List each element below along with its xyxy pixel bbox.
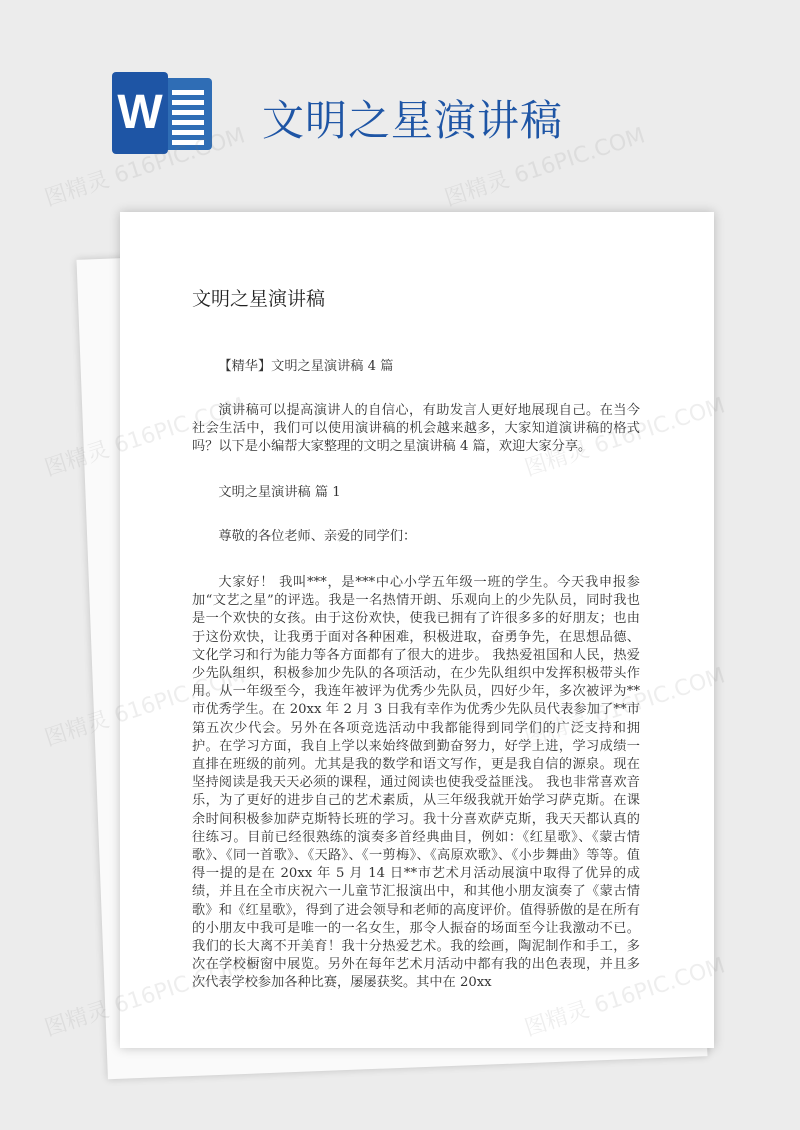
word-w-icon: W	[112, 72, 168, 154]
body-paragraph: 大家好！ 我叫***，是***中心小学五年级一班的学生。今天我申报参加“文艺之星”的评选。我是一名热情开朗、乐观向上的少先队员，同时我也是一个欢快的女孩。由于这份欢快，使我已拥有了许很多多的好朋友；也由于这份欢快，让我勇于面对各种困难，积极进取，奋勇争先，在思想品德、文化学习和行为能力等各方面都有了很大的进步。 我热爱祖国和人民，热爱少先队组织，积极参加少先队的各项活动，在少先队组织中发挥积极带头作用。从一年级至今，我连年被评为优秀少先队员，四好少年，多次被评为**市优秀学生。在 20xx 年 2 月 3 日我有幸作为优秀少先队员代表参加了**市第五次少代会。另外在各项竞选活动中我都能得到同学们的广泛支持和拥护。在学习方面，我自上学以来始终做到勤奋努力，好学上进，学习成绩一直排在班级的前列。尤其是我的数学和语文写作，更是我自信的源泉。现在坚持阅读是我天天必须的课程，通过阅读也使我受益匪浅。 我也非常喜欢音乐，为了更好的进步自己的艺术素质，从三年级我就开始学习萨克斯。在课余时间积极参加萨克斯特长班的学习。我十分喜欢萨克斯，我天天都认真的往练习。目前已经很熟练的演奏多首经典曲目，例如：《红星歌》、《蒙古情歌》、《同一首歌》、《天路》、《一剪梅》、《高原欢歌》、《小步舞曲》等等。值得一提的是在 20xx 年 5 月 14 日**市艺术月活动展演中取得了优异的成绩，并且在全市庆祝六一儿童节汇报演出中，和其他小朋友演奏了《蒙古情歌》和《红星歌》，得到了进会领导和老师的高度评价。值得骄傲的是在所有的小朋友中我可是唯一的一名女生，那令人振奋的场面至今让我激动不已。我们的长大离不开美育！我十分热爱艺术。我的绘画，陶泥制作和手工，多次在学校橱窗中展览。另外在每年艺术月活动中都有我的出色表现，并且多次代表学校参加各种比赛，屡屡获奖。其中在 20xx	[192, 575, 640, 991]
word-logo	[112, 72, 212, 154]
banner-title: 文明之星演讲稿	[262, 96, 564, 145]
document-title: 文明之星演讲稿	[192, 288, 326, 310]
section-heading: 文明之星演讲稿 篇 1	[218, 485, 341, 500]
watermark: 图精灵	[41, 707, 113, 752]
watermark: 图精灵 616PIC.COM	[441, 123, 649, 212]
watermark: 图精灵	[41, 997, 113, 1042]
intro-paragraph: 演讲稿可以提高演讲人的自信心，有助发言人更好地展现自己。在当今社会生活中，我们可以使用演讲稿的机会越来越多，大家知道演讲稿的格式吗？以下是小编帮大家整理的文明之星演讲稿 4 篇，欢迎大家分享。	[192, 403, 640, 455]
greeting-line: 尊敬的各位老师、亲爱的同学们：	[218, 529, 417, 544]
watermark: 图精灵	[41, 437, 113, 482]
document-page	[120, 212, 714, 1048]
document-subtitle: 【精华】文明之星演讲稿 4 篇	[218, 359, 394, 374]
watermark: 图精灵 616PIC.COM	[41, 123, 249, 212]
